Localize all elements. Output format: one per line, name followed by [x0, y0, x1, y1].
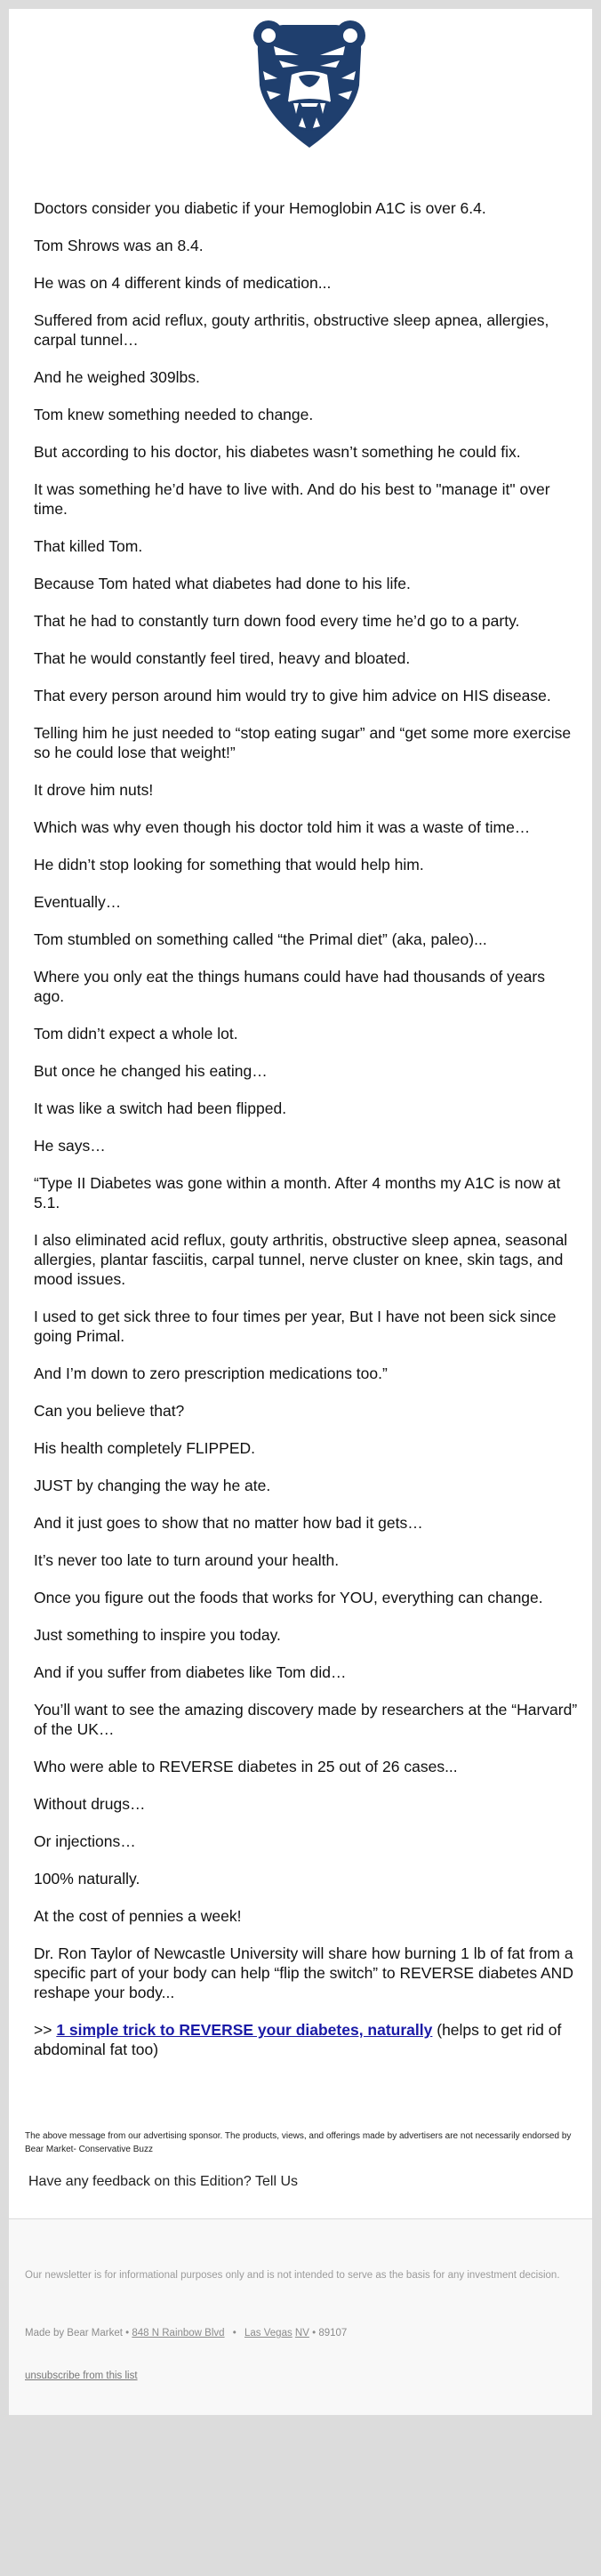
bear-logo	[247, 16, 372, 149]
article-paragraph: He was on 4 different kinds of medication...	[34, 274, 332, 292]
city-link[interactable]: Las Vegas	[244, 2328, 292, 2339]
article-paragraph: Doctors consider you diabetic if your Hemoglobin A1C is over 6.4.	[34, 199, 486, 217]
article-paragraph: That killed Tom.	[34, 537, 143, 555]
article-paragraph: “Type II Diabetes was gone within a month. After 4 months my A1C is now at 5.1.	[34, 1174, 561, 1212]
article-paragraph: Tom knew something needed to change.	[34, 406, 314, 423]
article-paragraph: And if you suffer from diabetes like Tom did…	[34, 1663, 347, 1681]
article-paragraph: Just something to inspire you today.	[34, 1626, 281, 1644]
article-paragraph: Can you believe that?	[34, 1402, 185, 1420]
article-paragraph: Once you figure out the foods that works for YOU, everything can change.	[34, 1589, 543, 1606]
article-paragraph: Which was why even though his doctor told him it was a waste of time…	[34, 818, 531, 836]
state-link[interactable]: NV	[294, 2328, 309, 2339]
newsletter-footer	[9, 2218, 592, 2415]
sponsor-disclaimer: The above message from our advertising sponsor. The products, views, and offerings made by advertisers are not necessarily endorsed by Bear Market- Conservative Buzz	[25, 2131, 572, 2154]
article-paragraph: Where you only eat the things humans could have had thousands of years ago.	[34, 968, 545, 1005]
article-paragraph: 100% naturally.	[34, 1870, 140, 1888]
article-paragraph: Dr. Ron Taylor of Newcastle University will share how burning 1 lb of fat from a specific part of your body can help “flip the switch” to REVERSE diabetes AND reshape your body...	[34, 1944, 573, 2001]
bullet-separator: •	[232, 2328, 236, 2339]
article-paragraph: Tom stumbled on something called “the Primal diet” (aka, paleo)...	[34, 930, 487, 948]
cta-suffix: (helps to get rid of abdominal fat too)	[34, 2021, 562, 2058]
article-paragraph: Suffered from acid reflux, gouty arthritis, obstructive sleep apnea, allergies, carpal tunnel…	[34, 311, 549, 349]
email-card	[9, 9, 592, 2414]
article-paragraph: But once he changed his eating…	[34, 1062, 268, 1080]
article-paragraph: Telling him he just needed to “stop eating sugar” and “get some more exercise so he could lose that weight!”	[34, 724, 572, 761]
article-paragraph: He says…	[34, 1137, 106, 1155]
reverse-diabetes-link[interactable]: 1 simple trick to REVERSE your diabetes, naturally	[56, 2021, 433, 2039]
investment-disclaimer: Our newsletter is for informational purposes only and is not intended to serve as the basis for any investment decision.	[25, 2270, 560, 2281]
article-paragraph: Tom Shrows was an 8.4.	[34, 237, 204, 254]
feedback-line	[25, 2172, 558, 2191]
zip-code: • 89107	[312, 2328, 348, 2339]
article-paragraph: It was like a switch had been flipped.	[34, 1099, 287, 1117]
article-body	[34, 198, 578, 2077]
address-link[interactable]: 848 N Rainbow Blvd	[132, 2328, 225, 2339]
article-paragraph: That he would constantly feel tired, heavy and bloated.	[34, 649, 411, 667]
article-paragraph: That he had to constantly turn down food every time he’d go to a party.	[34, 612, 520, 630]
unsubscribe-link[interactable]: unsubscribe from this list	[25, 2371, 138, 2381]
bear-head-icon	[247, 16, 372, 149]
article-paragraph: Tom didn’t expect a whole lot.	[34, 1025, 238, 1042]
article-paragraph: It’s never too late to turn around your health.	[34, 1551, 340, 1569]
article-paragraph: I also eliminated acid reflux, gouty arthritis, obstructive sleep apnea, seasonal allergies, plantar fasciitis, carpal tunnel, nerve cluster on knee, skin tags, and mood issues.	[34, 1231, 568, 1288]
made-by-line	[25, 2326, 576, 2340]
feedback-link[interactable]: Have any feedback on this Edition? Tell Us	[28, 2174, 298, 2189]
article-paragraph: I used to get sick three to four times per year, But I have not been sick since going Primal.	[34, 1308, 557, 1345]
article-paragraph: But according to his doctor, his diabetes wasn’t something he could fix.	[34, 443, 521, 461]
article-paragraph: At the cost of pennies a week!	[34, 1907, 242, 1925]
article-paragraph: It drove him nuts!	[34, 781, 154, 799]
article-paragraph: And he weighed 309lbs.	[34, 368, 200, 386]
article-paragraph: It was something he’d have to live with. And do his best to "manage it" over time.	[34, 480, 550, 518]
article-paragraph: And I’m down to zero prescription medications too.”	[34, 1364, 388, 1382]
article-paragraph: Eventually…	[34, 893, 122, 911]
article-paragraph: Or injections…	[34, 1832, 136, 1850]
cta-paragraph	[34, 2020, 578, 2059]
article-paragraph: He didn’t stop looking for something that would help him.	[34, 856, 424, 873]
article-paragraph: JUST by changing the way he ate.	[34, 1477, 271, 1494]
article-paragraph: You’ll want to see the amazing discovery made by researchers at the “Harvard” of the UK…	[34, 1701, 578, 1738]
cta-prefix: >>	[34, 2021, 57, 2039]
article-paragraph: His health completely FLIPPED.	[34, 1439, 255, 1457]
article-paragraph: Who were able to REVERSE diabetes in 25 out of 26 cases...	[34, 1758, 458, 1775]
made-by-text: Made by Bear Market •	[25, 2328, 130, 2339]
article-paragraph: Because Tom hated what diabetes had done to his life.	[34, 575, 411, 592]
article-paragraph: And it just goes to show that no matter how bad it gets…	[34, 1514, 423, 1532]
article-paragraph: Without drugs…	[34, 1795, 146, 1813]
article-paragraph: That every person around him would try to give him advice on HIS disease.	[34, 687, 551, 704]
